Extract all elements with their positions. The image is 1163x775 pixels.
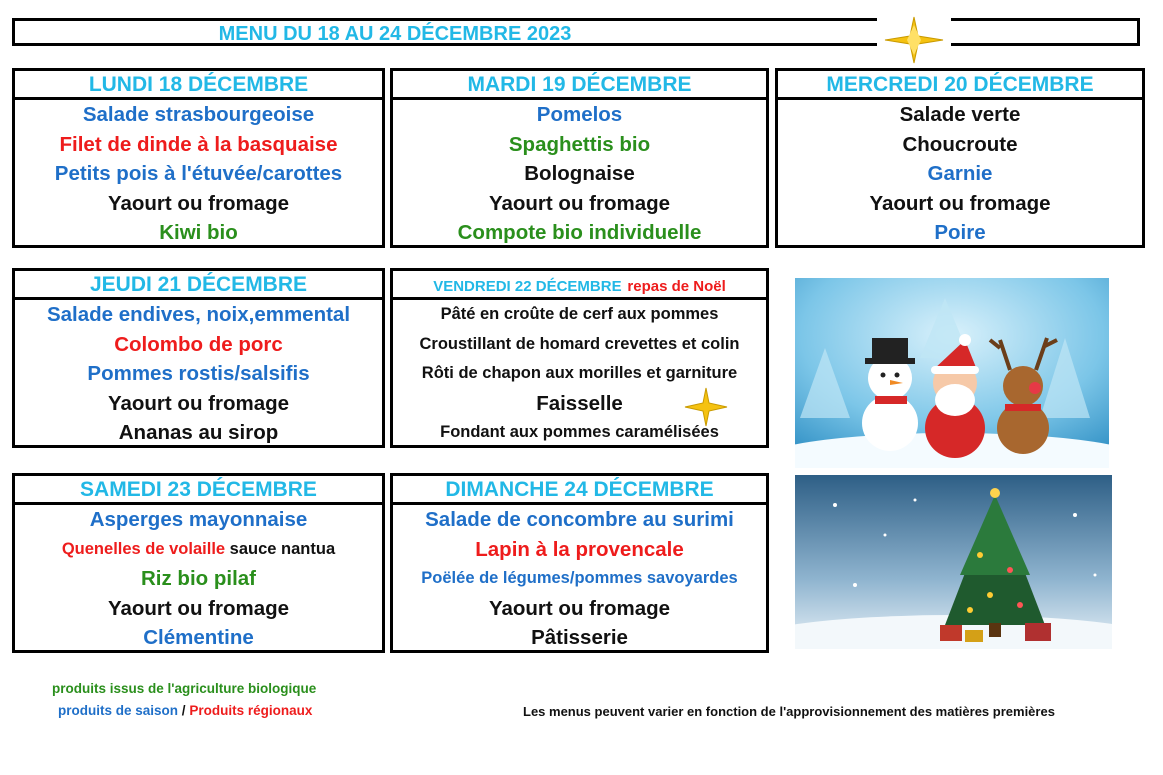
day-card-jeudi	[12, 268, 385, 448]
day-card-lundi	[12, 68, 385, 248]
day-card-dimanche	[390, 473, 769, 653]
menu-item: Pâté en croûte de cerf aux pommes	[440, 305, 719, 323]
day-items	[15, 505, 382, 653]
day-header: MARDI 19 DÉCEMBRE	[393, 71, 766, 100]
day-items	[778, 100, 1142, 248]
menu-item: Poire	[934, 221, 986, 244]
menu-item: Pomelos	[536, 103, 623, 126]
day-header: LUNDI 18 DÉCEMBRE	[15, 71, 382, 100]
menu-item: Choucroute	[902, 132, 1018, 156]
menu-item	[15, 535, 382, 565]
day-card-samedi	[12, 473, 385, 653]
menu-item: Rôti de chapon aux morilles et garniture	[421, 364, 738, 382]
legend-separator: /	[181, 703, 186, 718]
day-header: DIMANCHE 24 DÉCEMBRE	[393, 476, 766, 505]
menu-item: Pommes rostis/salsifis	[87, 362, 310, 385]
menu-item: Croustillant de homard crevettes et colin	[419, 334, 740, 353]
menu-item: Compote bio individuelle	[457, 221, 702, 244]
menu-item: Clémentine	[143, 626, 254, 649]
day-card-mercredi	[775, 68, 1145, 248]
menu-item: Riz bio pilaf	[140, 567, 257, 590]
day-header: MERCREDI 20 DÉCEMBRE	[778, 71, 1142, 100]
menu-item: Yaourt ou fromage	[488, 596, 671, 620]
menu-item: Garnie	[927, 162, 993, 185]
menu-item: Petits pois à l'étuvée/carottes	[54, 162, 343, 185]
menu-title: MENU DU 18 AU 24 DÉCEMBRE 2023	[218, 23, 572, 45]
star-icon	[877, 15, 951, 65]
menu-item: Faisselle	[536, 391, 623, 415]
menu-item-part: sauce nantua	[225, 539, 336, 558]
menu-item: Poëlée de légumes/pommes savoyardes	[421, 569, 738, 587]
day-items	[15, 300, 382, 448]
menu-item: Salade de concombre au surimi	[425, 508, 734, 531]
menu-item-part: Quenelles de volaille	[61, 539, 226, 558]
day-header: SAMEDI 23 DÉCEMBRE	[15, 476, 382, 505]
day-items	[393, 100, 766, 248]
menu-item: Yaourt ou fromage	[869, 191, 1051, 215]
menu-item: Salade endives, noix,emmental	[46, 303, 351, 326]
day-card-vendredi	[390, 268, 769, 448]
menu-item: Yaourt ou fromage	[107, 191, 290, 215]
supply-note: Les menus peuvent varier en fonction de l'approvisionnement des matières premières	[523, 704, 1055, 719]
menu-item: Spaghettis bio	[508, 132, 651, 156]
menu-item: Salade strasbourgeoise	[82, 103, 315, 126]
christmas-characters-illustration	[795, 278, 1109, 468]
menu-item: Lapin à la provencale	[475, 537, 684, 561]
legend-regional: Produits régionaux	[189, 703, 313, 718]
menu-item: Yaourt ou fromage	[107, 391, 290, 415]
day-header-label: VENDREDI 22 DÉCEMBRE	[433, 278, 622, 295]
day-card-mardi	[390, 68, 769, 248]
christmas-tree-photo	[795, 475, 1112, 649]
menu-item: Fondant aux pommes caramélisées	[440, 423, 719, 441]
legend-seasonal-regional	[58, 703, 312, 718]
day-items	[15, 100, 382, 248]
day-items	[393, 505, 766, 653]
menu-item: Bolognaise	[524, 162, 635, 185]
day-header	[393, 271, 766, 300]
legend-seasonal: produits de saison	[58, 703, 179, 718]
menu-item: Colombo de porc	[114, 332, 283, 356]
star-icon	[683, 387, 729, 432]
menu-item: Kiwi bio	[159, 221, 238, 244]
menu-item: Yaourt ou fromage	[107, 596, 290, 620]
menu-item: Yaourt ou fromage	[488, 191, 671, 215]
christmas-meal-note: repas de Noël	[627, 278, 726, 295]
menu-item: Salade verte	[899, 103, 1021, 126]
menu-item: Pâtisserie	[531, 626, 628, 649]
menu-title-bar	[12, 18, 1140, 46]
menu-item: Ananas au sirop	[118, 421, 279, 444]
legend-bio: produits issus de l'agriculture biologique	[52, 681, 317, 696]
day-header: JEUDI 21 DÉCEMBRE	[15, 271, 382, 300]
menu-item: Asperges mayonnaise	[89, 508, 308, 531]
menu-item: Filet de dinde à la basquaise	[59, 132, 338, 156]
